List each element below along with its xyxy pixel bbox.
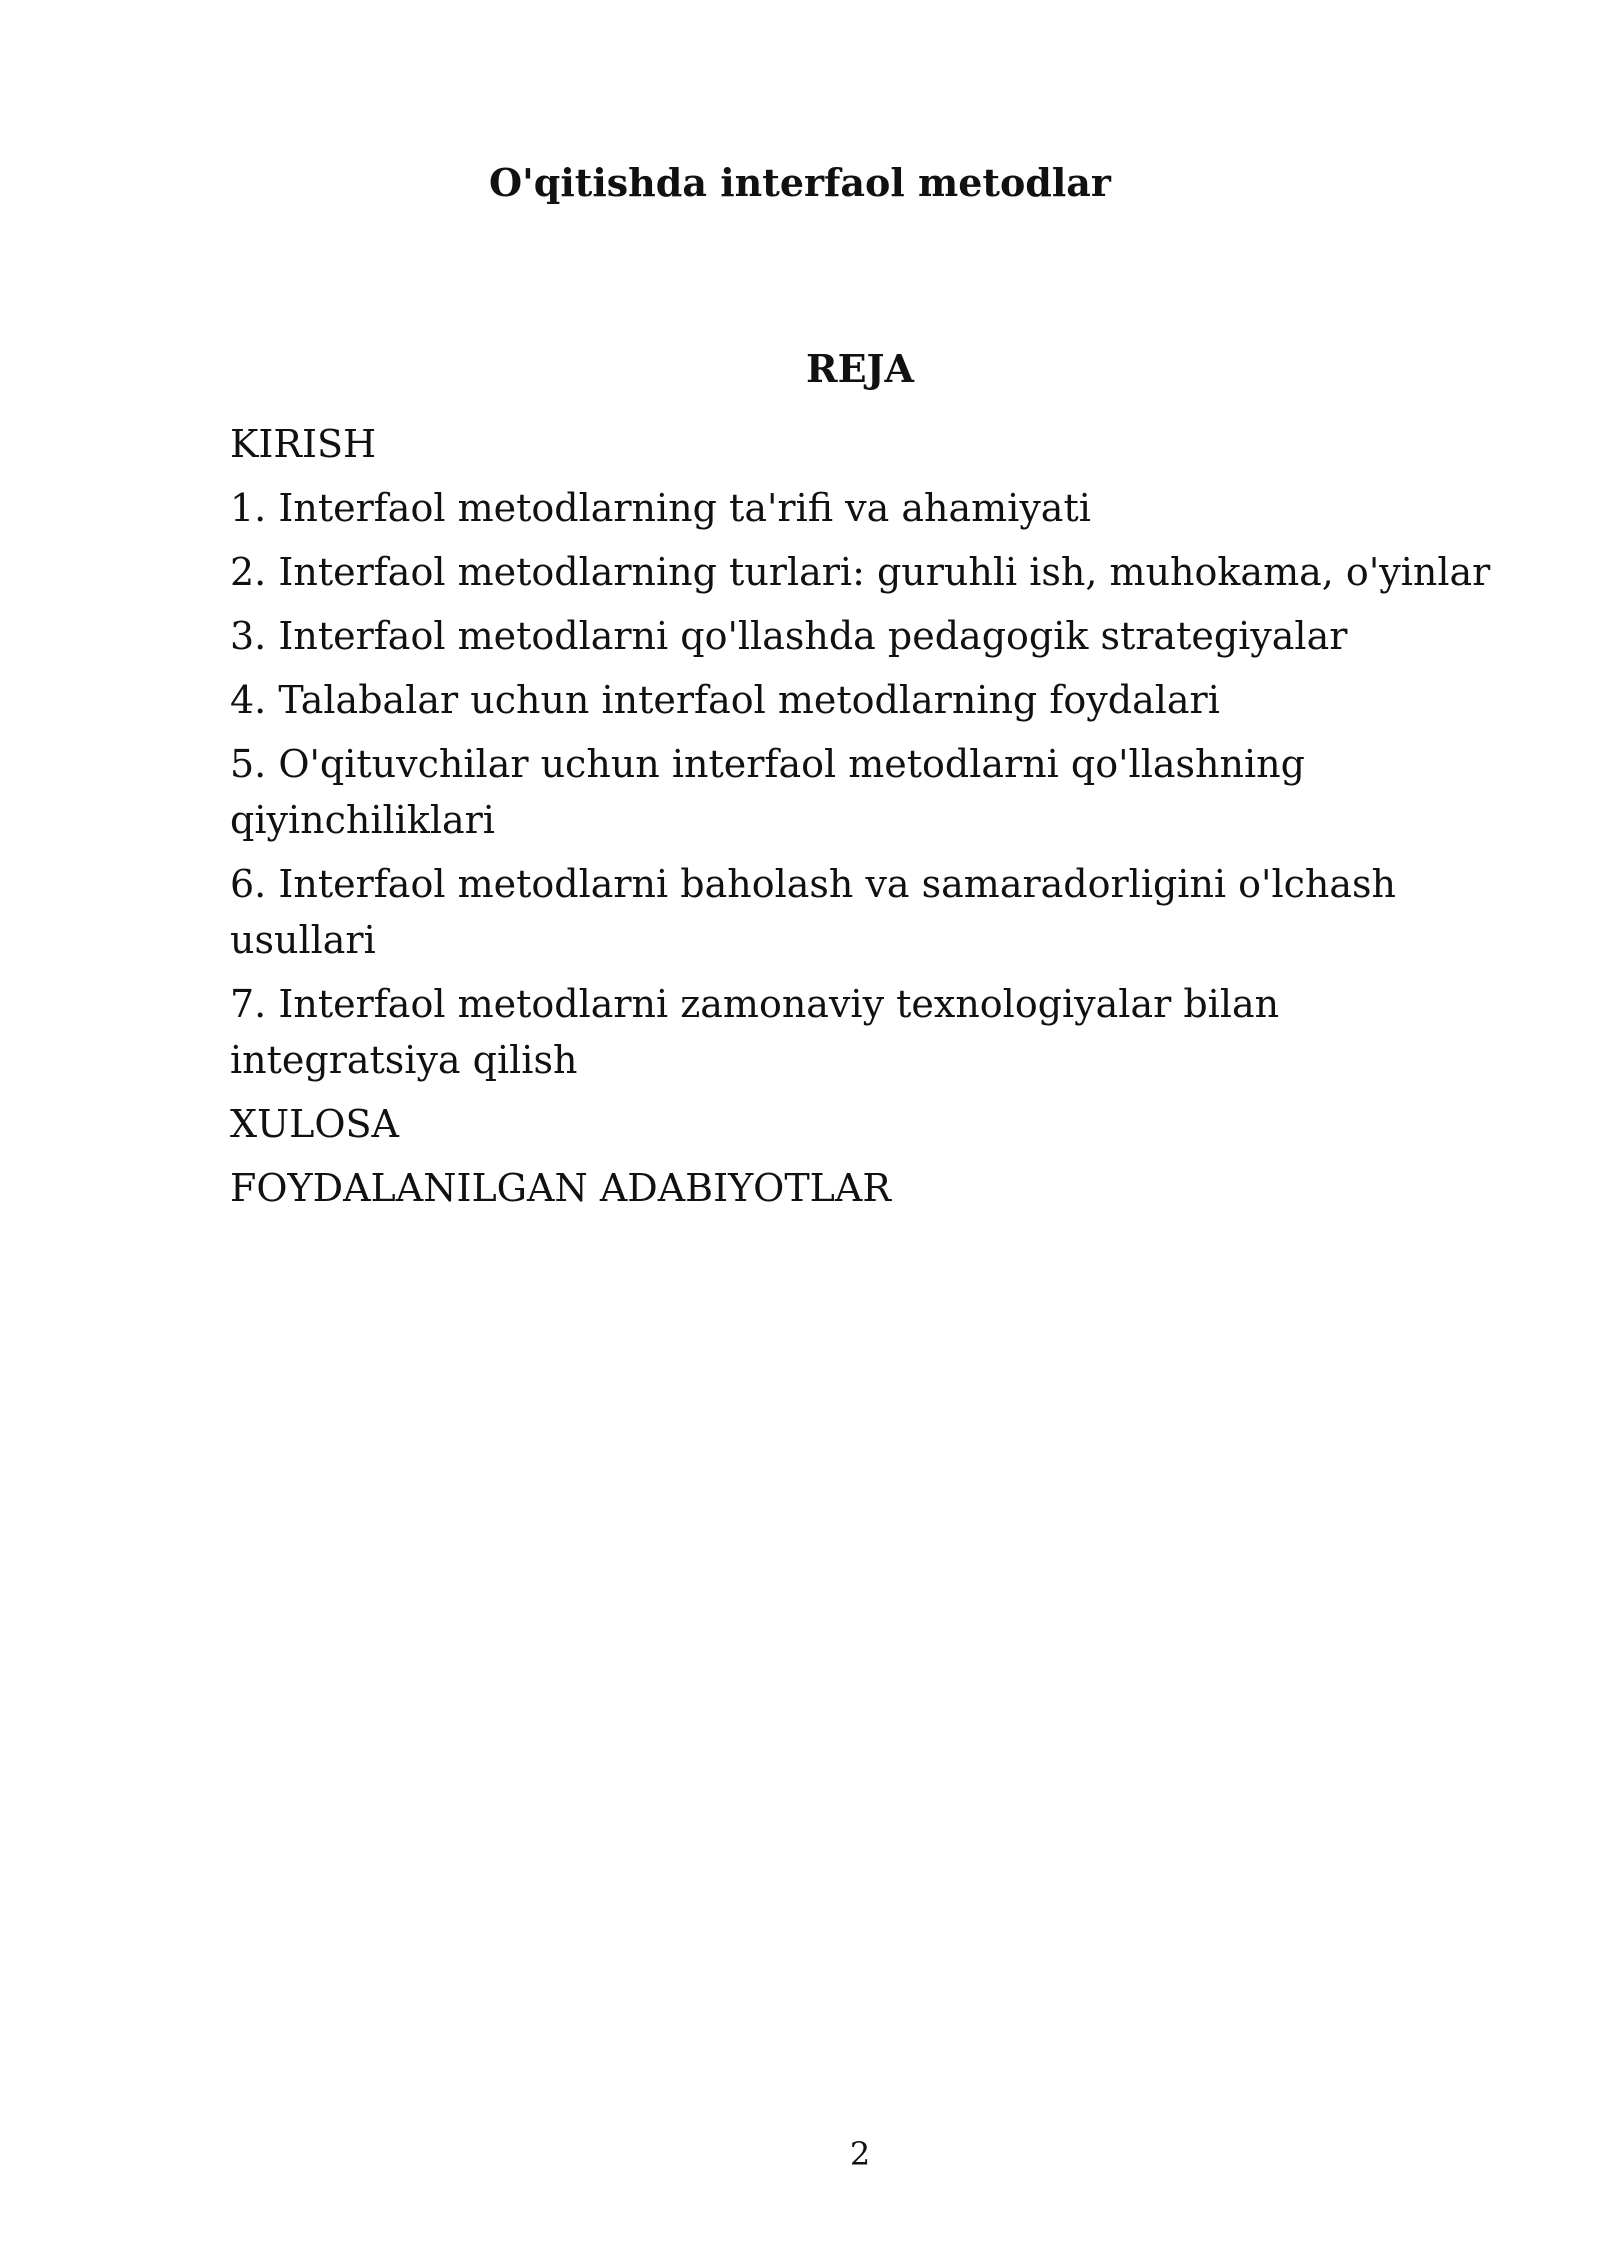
plan-item-1: 1. Interfaol metodlarning ta'rifi va ahamiyati (230, 486, 1091, 530)
page-number: 2 (849, 2135, 871, 2173)
plan-heading: REJA (805, 346, 914, 391)
plan-list (230, 416, 1500, 1224)
plan-item-3: 3. Interfaol metodlarni qo'llashda pedagogik strategiyalar (230, 614, 1348, 658)
plan-item-intro: KIRISH (230, 422, 377, 466)
plan-item-4: 4. Talabalar uchun interfaol metodlarning foydalari (230, 678, 1220, 722)
plan-item-2: 2. Interfaol metodlarning turlari: guruhli ish, muhokama, o'yinlar (230, 550, 1491, 594)
plan-item-references: FOYDALANILGAN ADABIYOTLAR (230, 1166, 891, 1210)
plan-item-5: 5. O'qituvchilar uchun interfaol metodlarni qo'llashning qiyinchiliklari (230, 742, 1305, 842)
plan-item-conclusion: XULOSA (230, 1102, 399, 1146)
document-title: O'qitishda interfaol metodlar (489, 160, 1111, 205)
plan-item-7: 7. Interfaol metodlarni zamonaviy texnologiyalar bilan integratsiya qilish (230, 982, 1280, 1082)
plan-item-6: 6. Interfaol metodlarni baholash va samaradorligini o'lchash usullari (230, 862, 1397, 962)
